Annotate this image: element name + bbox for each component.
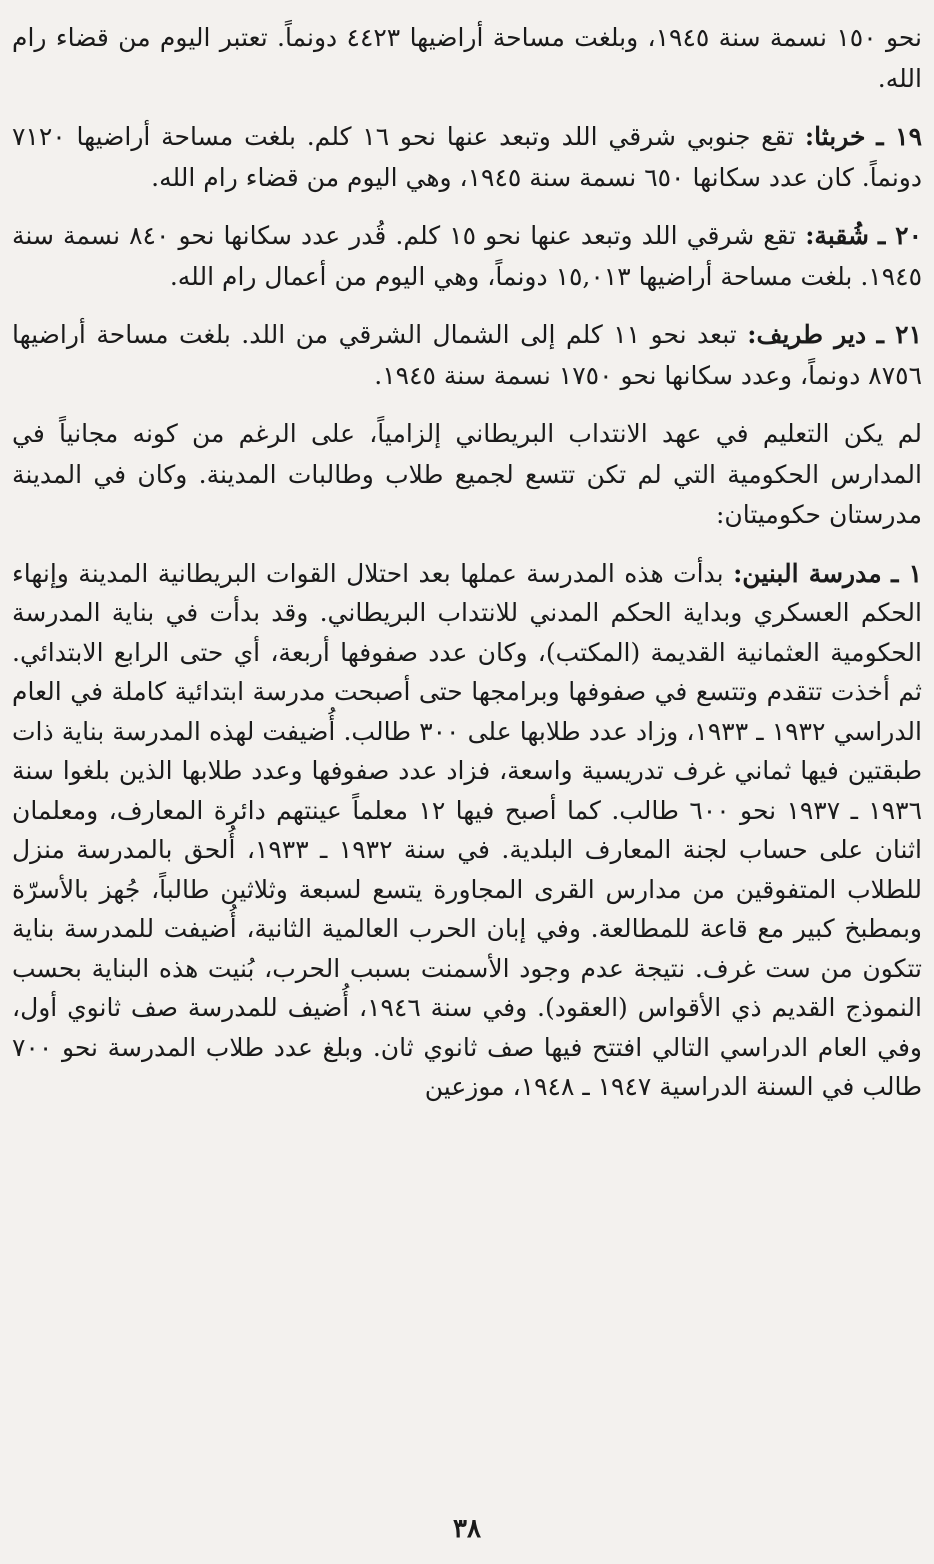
paragraph-item-19 [12,117,922,198]
paragraph-text: بدأت هذه المدرسة عملها بعد احتلال القوات البريطانية المدينة وإنهاء الحكم العسكري وبداية الحكم المدني للانتداب البريطاني. وقد بدأت في بناية المدرسة الحكومية العثمانية القديمة (المكتب)، وكان عدد صفوفها أربعة، أي حتى الرابع الابتدائي. ثم أخذت تتقدم وتتسع في صفوفها وبرامجها حتى أصبحت مدرسة ابتدائية كاملة في العام الدراسي ١٩٣٢ ـ ١٩٣٣، وزاد عدد طلابها على ٣٠٠ طالب. أُضيفت لهذه المدرسة بناية ذات طبقتين فيها ثماني غرف تدريسية واسعة، فزاد عدد صفوفها وعدد طلابها الذين بلغوا سنة ١٩٣٦ ـ ١٩٣٧ نحو ٦٠٠ طالب. كما أصبح فيها ١٢ معلماً عينتهم دائرة المعارف، ومعلمان اثنان على حساب لجنة المعارف البلدية. في سنة ١٩٣٢ ـ ١٩٣٣، أُلحق بالمدرسة منزل للطلاب المتفوقين من مدارس القرى المجاورة يتسع لسبعة وثلاثين طالباً، جُهز بالأسرّة وبمطبخ كبير مع قاعة للمطالعة. وفي إبان الحرب العالمية الثانية، أُضيفت للمدرسة بناية تتكون من ست غرف. نتيجة عدم وجود الأسمنت بسبب الحرب، بُنيت هذه البناية بحسب النموذج القديم ذي الأقواس (العقود). وفي سنة ١٩٤٦، أُضيف للمدرسة صف ثانوي أول، وفي العام الدراسي التالي افتتح فيها صف ثانوي ثان. وبلغ عدد طلاب المدرسة نحو ٧٠٠ طالب في السنة الدراسية ١٩٤٧ ـ ١٩٤٨، موزعين [12,558,923,1101]
paragraph-text: لم يكن التعليم في عهد الانتداب البريطاني إلزامياً، على الرغم من كونه مجانياً في المدارس الحكومية التي لم تكن تتسع لجميع طلاب وطالبات المدينة. وكان في المدينة مدرستان حكوميتان: [12,419,922,529]
paragraph-intro [12,18,922,99]
item-heading: مدرسة البنين: [733,558,882,588]
item-heading: خربثا: [804,122,866,151]
paragraph-item-21 [12,315,922,396]
paragraph-text: تقع جنوبي شرقي اللد وتبعد عنها نحو ١٦ كلم. بلغت مساحة أراضيها ٧١٢٠ دونماً. كان عدد سكانها ٦٥٠ نسمة سنة ١٩٤٥، وهي اليوم من قضاء رام الله. [12,122,922,192]
item-heading: دير طريف: [747,320,867,349]
item-heading: شُقبة: [805,221,869,250]
paragraph-boys-school [12,554,922,1107]
paragraph-text: تقع شرقي اللد وتبعد عنها نحو ١٥ كلم. قُدر عدد سكانها نحو ٨٤٠ نسمة سنة ١٩٤٥. بلغت مساحة أراضيها ١٥,٠١٣ دونماً، وهي اليوم من أعمال رام الله. [12,221,922,291]
paragraph-text: تبعد نحو ١١ كلم إلى الشمال الشرقي من اللد. بلغت مساحة أراضيها ٨٧٥٦ دونماً، وعدد سكانها نحو ١٧٥٠ نسمة سنة ١٩٤٥. [12,320,922,390]
item-number: ١٩ ـ [876,122,922,151]
paragraph-item-20 [12,216,922,297]
page-number: ٣٨ [453,1514,481,1544]
paragraph-education [12,414,922,536]
paragraph-text: نحو ١٥٠ نسمة سنة ١٩٤٥، وبلغت مساحة أراضيها ٤٤٢٣ دونماً. تعتبر اليوم من قضاء رام الله. [12,23,922,93]
item-number: ١ ـ [891,558,922,588]
item-number: ٢١ ـ [876,320,922,349]
item-number: ٢٠ ـ [878,221,923,250]
